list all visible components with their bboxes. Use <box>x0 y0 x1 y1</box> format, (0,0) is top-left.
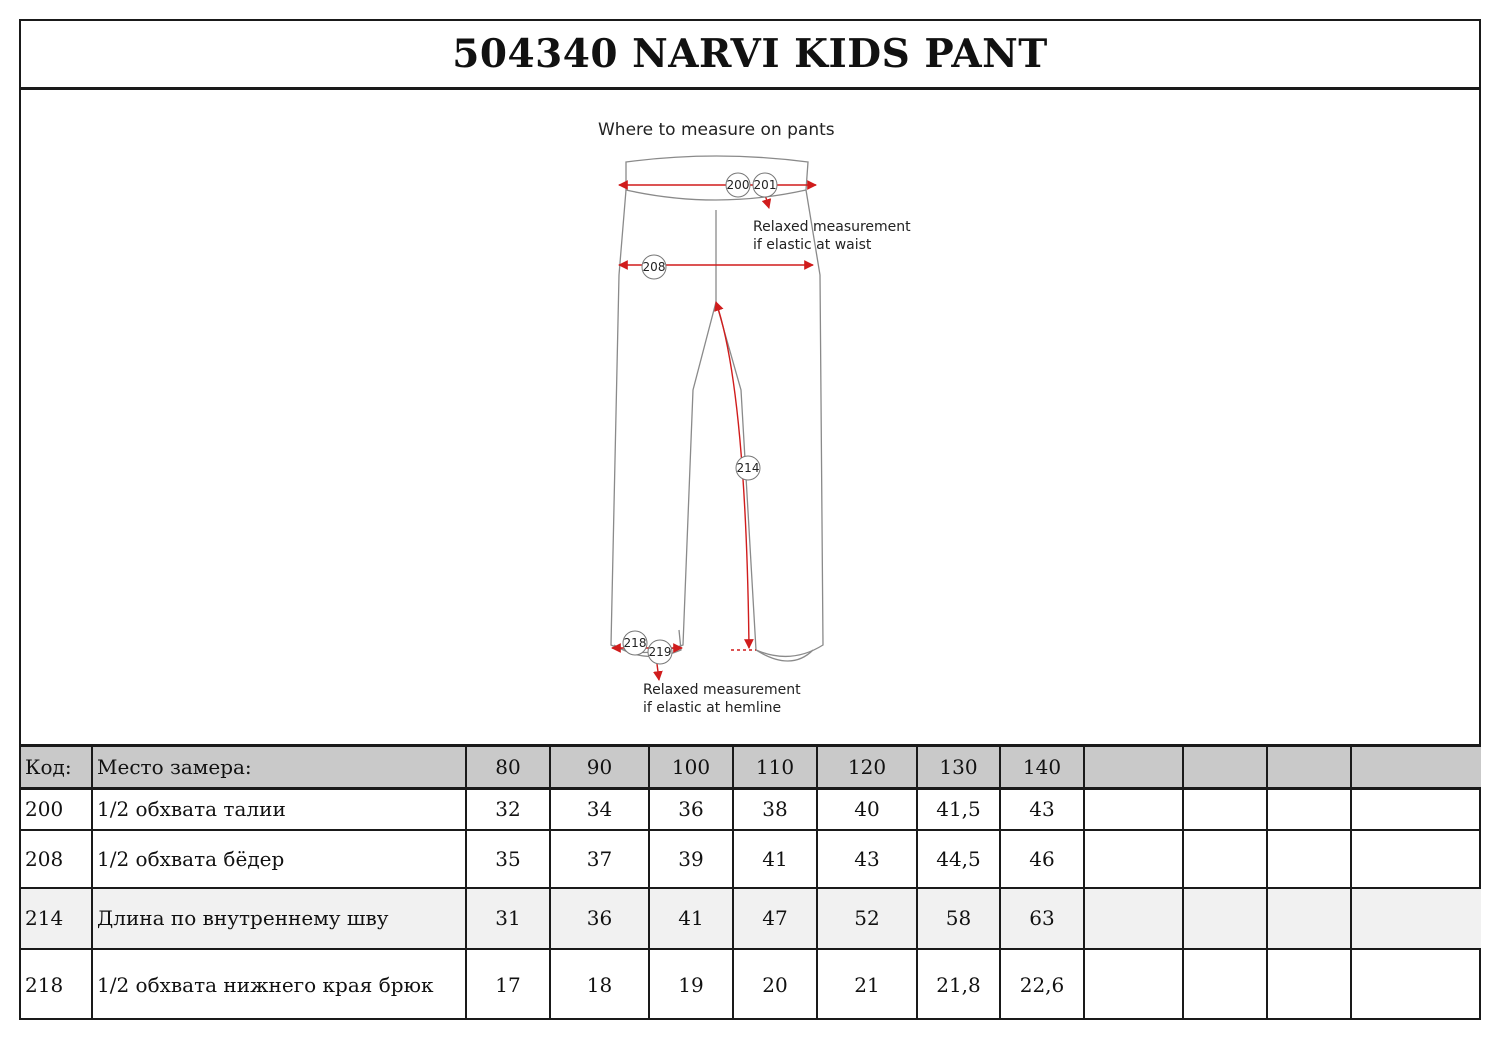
svg-text:200: 200 <box>726 178 750 192</box>
row-value: 19 <box>649 949 733 1020</box>
row-value: 41 <box>733 830 817 888</box>
row-place: Длина по внутреннему шву <box>92 888 466 949</box>
document-title: 504340 NARVI KIDS PANT <box>452 31 1048 77</box>
row-value: 36 <box>649 789 733 830</box>
table-row <box>21 789 1481 830</box>
row-value: 18 <box>550 949 649 1020</box>
row-value: 35 <box>466 830 550 888</box>
row-value <box>1267 789 1351 830</box>
row-value: 41 <box>649 888 733 949</box>
row-value <box>1183 949 1267 1020</box>
row-value: 31 <box>466 888 550 949</box>
row-value <box>1183 789 1267 830</box>
row-value: 36 <box>550 888 649 949</box>
row-value: 52 <box>817 888 917 949</box>
row-value: 39 <box>649 830 733 888</box>
row-value <box>1183 888 1267 949</box>
row-value: 47 <box>733 888 817 949</box>
header-size <box>1183 746 1267 789</box>
row-value: 38 <box>733 789 817 830</box>
row-value: 37 <box>550 830 649 888</box>
row-value <box>1084 888 1183 949</box>
row-value: 46 <box>1000 830 1084 888</box>
svg-text:219: 219 <box>648 645 672 659</box>
row-value: 22,6 <box>1000 949 1084 1020</box>
row-value: 32 <box>466 789 550 830</box>
table-header-row <box>21 746 1481 789</box>
row-value <box>1267 830 1351 888</box>
header-size <box>1267 746 1351 789</box>
marker-200 <box>726 173 750 197</box>
marker-218 <box>623 631 647 655</box>
marker-201 <box>753 173 777 197</box>
header-size: 100 <box>649 746 733 789</box>
hem-note-line-1: Relaxed measurement <box>643 682 801 698</box>
row-value <box>1084 949 1183 1020</box>
row-place: 1/2 обхвата нижнего края брюк <box>92 949 466 1020</box>
header-size: 140 <box>1000 746 1084 789</box>
size-chart-frame <box>19 19 1481 1020</box>
table-row <box>21 830 1481 888</box>
marker-219 <box>648 640 672 664</box>
row-value: 34 <box>550 789 649 830</box>
row-value: 58 <box>917 888 1000 949</box>
row-value: 21,8 <box>917 949 1000 1020</box>
row-value <box>1351 949 1481 1020</box>
row-value: 44,5 <box>917 830 1000 888</box>
row-value: 20 <box>733 949 817 1020</box>
header-size <box>1084 746 1183 789</box>
row-value <box>1084 830 1183 888</box>
marker-208 <box>642 255 666 279</box>
row-code: 214 <box>21 888 92 949</box>
waist-note-line-1: Relaxed measurement <box>753 219 911 235</box>
row-code: 208 <box>21 830 92 888</box>
measurement-diagram <box>21 90 1479 744</box>
diagram-heading: Where to measure on pants <box>598 120 835 140</box>
header-code: Код: <box>21 746 92 789</box>
waist-note-line-2: if elastic at waist <box>753 237 872 253</box>
row-value <box>1183 830 1267 888</box>
row-value <box>1351 789 1481 830</box>
row-value <box>1267 888 1351 949</box>
pants-diagram <box>21 90 1479 744</box>
title-row <box>21 21 1479 90</box>
row-value: 40 <box>817 789 917 830</box>
header-size: 80 <box>466 746 550 789</box>
row-code: 200 <box>21 789 92 830</box>
header-size: 120 <box>817 746 917 789</box>
header-size <box>1351 746 1481 789</box>
header-size: 90 <box>550 746 649 789</box>
row-value <box>1084 789 1183 830</box>
row-value: 43 <box>817 830 917 888</box>
row-value <box>1267 949 1351 1020</box>
header-size: 130 <box>917 746 1000 789</box>
row-value <box>1351 888 1481 949</box>
row-value: 17 <box>466 949 550 1020</box>
row-value: 41,5 <box>917 789 1000 830</box>
row-value: 21 <box>817 949 917 1020</box>
row-value: 63 <box>1000 888 1084 949</box>
table-row <box>21 888 1481 949</box>
table-row <box>21 949 1481 1020</box>
header-place: Место замера: <box>92 746 466 789</box>
size-table <box>21 744 1481 1020</box>
row-place: 1/2 обхвата бёдер <box>92 830 466 888</box>
svg-text:208: 208 <box>642 260 666 274</box>
svg-text:214: 214 <box>736 461 760 475</box>
row-value: 43 <box>1000 789 1084 830</box>
row-code: 218 <box>21 949 92 1020</box>
hem-note-line-2: if elastic at hemline <box>643 700 782 716</box>
header-size: 110 <box>733 746 817 789</box>
svg-text:218: 218 <box>623 636 647 650</box>
svg-text:201: 201 <box>753 178 777 192</box>
row-value <box>1351 830 1481 888</box>
row-place: 1/2 обхвата талии <box>92 789 466 830</box>
marker-214 <box>736 456 760 480</box>
